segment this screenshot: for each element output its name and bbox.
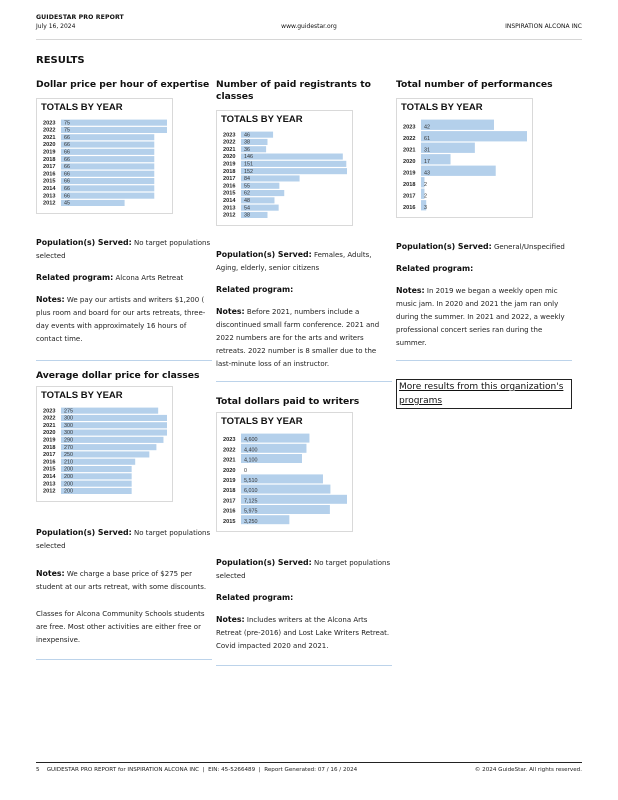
year-tick-label: 2017 bbox=[403, 193, 416, 200]
year-tick-label: 2020 bbox=[43, 142, 56, 149]
program-label: Related program: bbox=[396, 264, 474, 273]
metric-title: Total dollars paid to writers bbox=[216, 396, 360, 407]
year-tick-label: 2015 bbox=[43, 466, 56, 473]
year-tick-label: 2018 bbox=[43, 444, 56, 451]
bar-value-label: 61 bbox=[424, 136, 430, 142]
notes bbox=[216, 613, 392, 653]
notes-value: In 2019 we began a weekly open mic music jam. In 2020 and 2021 the jam ran only during the summer. In 2021 and 2022, a weekly professional concert series ran during the summer. bbox=[396, 287, 565, 347]
bar bbox=[61, 444, 156, 450]
footer-generated: Report Generated: 07 / 16 / 2024 bbox=[264, 767, 358, 773]
bar-value-label: 275 bbox=[64, 408, 73, 415]
bar bbox=[61, 437, 163, 443]
bar-value-label: 66 bbox=[64, 142, 70, 149]
year-tick-label: 2012 bbox=[223, 212, 236, 219]
year-tick-label: 2012 bbox=[43, 200, 56, 207]
bar bbox=[61, 120, 167, 126]
year-tick-label: 2022 bbox=[403, 136, 416, 142]
bar bbox=[61, 415, 167, 421]
population-label: Population(s) Served: bbox=[396, 242, 492, 251]
population-served bbox=[36, 526, 212, 553]
bar-value-label: 42 bbox=[424, 124, 430, 131]
bar-chart-svg bbox=[221, 131, 349, 221]
bar-chart-svg bbox=[41, 119, 169, 209]
population-served bbox=[36, 236, 212, 263]
year-tick-label: 2020 bbox=[403, 159, 416, 165]
year-tick-label: 2017 bbox=[223, 176, 236, 183]
bar bbox=[61, 149, 154, 155]
related-program bbox=[216, 283, 392, 297]
population-served bbox=[396, 240, 572, 254]
bar-value-label: 5,975 bbox=[244, 508, 258, 515]
program-label: Related program: bbox=[216, 592, 294, 602]
year-tick-label: 2016 bbox=[223, 508, 236, 515]
metric-block-price-per-hour bbox=[36, 79, 212, 361]
year-tick-label: 2013 bbox=[223, 205, 236, 212]
bar-value-label: 300 bbox=[64, 430, 73, 437]
year-tick-label: 2017 bbox=[43, 164, 56, 171]
chart-card bbox=[216, 110, 353, 226]
page-header bbox=[36, 14, 582, 30]
bar-value-label: 4,600 bbox=[244, 437, 258, 444]
website-link[interactable]: www.guidestar.org bbox=[281, 23, 337, 30]
year-tick-label: 2016 bbox=[43, 459, 56, 466]
metric-title: Number of paid registrants to classes bbox=[216, 79, 371, 102]
notes bbox=[36, 567, 212, 594]
more-results-link[interactable]: More results from this organization's programs bbox=[396, 379, 572, 409]
bar bbox=[241, 154, 343, 160]
bar-value-label: 66 bbox=[64, 149, 70, 156]
bar bbox=[241, 161, 346, 167]
bar-value-label: 46 bbox=[244, 132, 250, 139]
bar bbox=[421, 120, 494, 130]
bar-value-label: 200 bbox=[64, 466, 73, 473]
bar-value-label: 200 bbox=[64, 474, 73, 480]
footer-ein: EIN: 45-5266489 bbox=[208, 767, 256, 773]
bar-chart-svg bbox=[41, 407, 169, 497]
population-label: Population(s) Served: bbox=[36, 237, 132, 247]
bar bbox=[61, 156, 154, 162]
section-divider bbox=[36, 659, 212, 660]
metric-block-performances bbox=[396, 79, 572, 409]
bar-value-label: 55 bbox=[244, 183, 250, 190]
bar-value-label: 151 bbox=[244, 161, 253, 168]
bar-value-label: 66 bbox=[64, 193, 70, 200]
population-value: No target populations selected bbox=[36, 238, 211, 260]
section-divider bbox=[36, 360, 212, 361]
notes-value: We pay our artists and writers $1,200 ( plus room and board for our arts retreats, three-day events with approximately 16 hours of contact time. bbox=[36, 295, 206, 343]
bar-value-label: 75 bbox=[64, 127, 70, 134]
bar bbox=[61, 127, 167, 133]
bar bbox=[421, 131, 527, 141]
metric-block-writers-paid bbox=[216, 396, 392, 666]
extra-note: Classes for Alcona Community Schools students are free. Most other activities are either free or inexpensive. bbox=[36, 609, 205, 644]
chart-card bbox=[216, 412, 353, 532]
bar-value-label: 54 bbox=[244, 205, 250, 212]
chart-card bbox=[36, 386, 173, 502]
year-tick-label: 2023 bbox=[403, 124, 416, 131]
bar bbox=[61, 193, 154, 199]
bar-value-label: 2 bbox=[424, 182, 427, 188]
bar-value-label: 146 bbox=[244, 154, 253, 161]
year-tick-label: 2023 bbox=[223, 132, 236, 139]
bar-value-label: 84 bbox=[244, 176, 250, 183]
program-value: Alcona Arts Retreat bbox=[115, 273, 184, 282]
bar-value-label: 250 bbox=[64, 452, 73, 459]
bar-chart-svg bbox=[221, 433, 349, 527]
bar-value-label: 17 bbox=[424, 159, 430, 165]
chart-card bbox=[396, 98, 533, 218]
bar bbox=[61, 134, 154, 140]
year-tick-label: 2019 bbox=[43, 149, 56, 156]
year-tick-label: 2023 bbox=[43, 408, 56, 415]
metric-block-class-price bbox=[36, 370, 212, 660]
year-tick-label: 2022 bbox=[43, 127, 56, 134]
report-title: GUIDESTAR PRO REPORT bbox=[36, 14, 124, 21]
section-title: RESULTS bbox=[36, 55, 85, 66]
year-tick-label: 2018 bbox=[43, 156, 56, 163]
section-divider bbox=[216, 665, 392, 666]
year-tick-label: 2019 bbox=[403, 170, 416, 177]
bar-value-label: 66 bbox=[64, 178, 70, 185]
bar-value-label: 152 bbox=[244, 168, 253, 175]
bar bbox=[61, 163, 154, 169]
bar-value-label: 45 bbox=[64, 200, 70, 207]
year-tick-label: 2016 bbox=[403, 205, 416, 211]
page-footer: 5 GUIDESTAR PRO REPORT for INSPIRATION ALCONA INC | EIN: 45-5266489 | Report Generated: 07 / 16 / 2024 © 2024 GuideStar. All rights reserved. bbox=[36, 767, 582, 773]
chart-heading: TOTALS BY YEAR bbox=[41, 102, 123, 113]
year-tick-label: 2017 bbox=[223, 498, 236, 505]
bar-value-label: 200 bbox=[64, 488, 73, 495]
population-value: Females, Adults, Aging, elderly, senior citizens bbox=[216, 250, 372, 272]
bar bbox=[421, 166, 496, 176]
bar-value-label: 38 bbox=[244, 139, 250, 146]
notes-value: Includes writers at the Alcona Arts Retreat (pre-2016) and Lost Lake Writers Retreat. Covid impacted 2020 and 2021. bbox=[216, 615, 390, 650]
bar-value-label: 300 bbox=[64, 415, 73, 422]
year-tick-label: 2016 bbox=[43, 171, 56, 178]
metric-title: Dollar price per hour of expertise bbox=[36, 79, 210, 90]
year-tick-label: 2022 bbox=[223, 447, 236, 454]
bar bbox=[61, 171, 154, 177]
bar-value-label: 3 bbox=[424, 205, 427, 211]
year-tick-label: 2018 bbox=[223, 488, 236, 495]
bar-value-label: 48 bbox=[244, 198, 250, 204]
program-label: Related program: bbox=[216, 284, 294, 294]
bar bbox=[61, 142, 154, 148]
bar-value-label: 200 bbox=[64, 481, 73, 488]
notes bbox=[216, 305, 392, 371]
bar bbox=[61, 200, 125, 206]
year-tick-label: 2018 bbox=[223, 168, 236, 175]
bar-value-label: 0 bbox=[244, 467, 247, 474]
bar-value-label: 5,510 bbox=[244, 478, 258, 484]
population-served bbox=[216, 248, 392, 275]
bar-value-label: 300 bbox=[64, 422, 73, 429]
year-tick-label: 2023 bbox=[223, 437, 236, 444]
metric-title: Total number of performances bbox=[396, 79, 553, 90]
year-tick-label: 2021 bbox=[43, 134, 56, 141]
related-program bbox=[36, 271, 212, 285]
chart-heading: TOTALS BY YEAR bbox=[401, 102, 483, 113]
notes-label: Notes: bbox=[36, 568, 65, 578]
footer-divider bbox=[36, 762, 582, 763]
chart-card bbox=[36, 98, 173, 214]
bar bbox=[241, 168, 347, 174]
org-name: INSPIRATION ALCONA INC bbox=[505, 23, 582, 30]
notes bbox=[36, 293, 212, 346]
bar-value-label: 7,125 bbox=[244, 498, 258, 505]
bar-value-label: 4,100 bbox=[244, 457, 258, 464]
year-tick-label: 2022 bbox=[223, 139, 236, 146]
year-tick-label: 2021 bbox=[403, 147, 416, 154]
year-tick-label: 2014 bbox=[43, 186, 56, 192]
chart-heading: TOTALS BY YEAR bbox=[221, 114, 303, 125]
year-tick-label: 2022 bbox=[43, 415, 56, 422]
footer-report-line: GUIDESTAR PRO REPORT for INSPIRATION ALCONA INC bbox=[46, 767, 200, 773]
metric-title: Average dollar price for classes bbox=[36, 370, 200, 381]
population-value: No target populations selected bbox=[216, 558, 391, 580]
year-tick-label: 2013 bbox=[43, 481, 56, 488]
year-tick-label: 2020 bbox=[223, 467, 236, 474]
year-tick-label: 2015 bbox=[223, 518, 236, 525]
year-tick-label: 2021 bbox=[43, 422, 56, 429]
year-tick-label: 2021 bbox=[223, 457, 236, 464]
bar-value-label: 66 bbox=[64, 186, 70, 192]
notes-label: Notes: bbox=[396, 286, 425, 295]
bar-value-label: 66 bbox=[64, 134, 70, 141]
population-served bbox=[216, 556, 392, 583]
section-divider bbox=[396, 360, 572, 361]
population-value: No target populations selected bbox=[36, 528, 211, 550]
year-tick-label: 2018 bbox=[403, 182, 416, 188]
page-number: 5 bbox=[36, 767, 40, 773]
notes-label: Notes: bbox=[36, 294, 65, 304]
year-tick-label: 2014 bbox=[43, 474, 56, 480]
chart-heading: TOTALS BY YEAR bbox=[41, 390, 123, 401]
bar-value-label: 38 bbox=[244, 212, 250, 219]
bar-value-label: 3,250 bbox=[244, 518, 258, 525]
chart-heading: TOTALS BY YEAR bbox=[221, 416, 303, 427]
year-tick-label: 2017 bbox=[43, 452, 56, 459]
bar-value-label: 66 bbox=[64, 156, 70, 163]
bar-value-label: 66 bbox=[64, 164, 70, 171]
year-tick-label: 2020 bbox=[223, 154, 236, 161]
bar bbox=[61, 422, 167, 428]
metric-block-paid-registrants bbox=[216, 79, 392, 382]
population-label: Population(s) Served: bbox=[216, 557, 312, 567]
population-label: Population(s) Served: bbox=[36, 527, 132, 537]
bar-value-label: 43 bbox=[424, 170, 430, 177]
program-label: Related program: bbox=[36, 272, 114, 282]
section-divider bbox=[216, 381, 392, 382]
bar bbox=[61, 451, 149, 457]
year-tick-label: 2019 bbox=[43, 437, 56, 444]
header-divider bbox=[36, 39, 582, 40]
footer-copyright: © 2024 GuideStar. All rights reserved. bbox=[474, 767, 582, 773]
bar bbox=[61, 178, 154, 184]
bar-value-label: 62 bbox=[244, 190, 250, 197]
bar bbox=[61, 185, 154, 191]
bar-value-label: 4,400 bbox=[244, 447, 258, 454]
related-program bbox=[396, 262, 572, 276]
bar bbox=[61, 408, 158, 414]
notes bbox=[396, 284, 572, 350]
year-tick-label: 2012 bbox=[43, 488, 56, 495]
year-tick-label: 2013 bbox=[43, 193, 56, 200]
bar-value-label: 6,010 bbox=[244, 488, 258, 495]
year-tick-label: 2015 bbox=[223, 190, 236, 197]
bar-value-label: 290 bbox=[64, 437, 73, 444]
population-label: Population(s) Served: bbox=[216, 249, 312, 259]
bar-chart-svg bbox=[401, 119, 529, 213]
bar bbox=[61, 430, 167, 436]
related-program bbox=[216, 591, 392, 605]
report-date: July 16, 2024 bbox=[36, 23, 76, 30]
notes-value: We charge a base price of $275 per student at our arts retreat, with some discounts. bbox=[36, 569, 207, 591]
bar-value-label: 31 bbox=[424, 147, 430, 154]
bar-value-label: 66 bbox=[64, 171, 70, 178]
notes-label: Notes: bbox=[216, 306, 245, 316]
year-tick-label: 2015 bbox=[43, 178, 56, 185]
year-tick-label: 2021 bbox=[223, 146, 236, 153]
population-value: General/Unspecified bbox=[493, 243, 565, 251]
year-tick-label: 2019 bbox=[223, 478, 236, 484]
bar-value-label: 210 bbox=[64, 459, 73, 466]
bar-value-label: 75 bbox=[64, 120, 70, 127]
bar-value-label: 270 bbox=[64, 444, 73, 451]
year-tick-label: 2016 bbox=[223, 183, 236, 190]
bar-value-label: 2 bbox=[424, 193, 427, 200]
bar-value-label: 36 bbox=[244, 146, 250, 153]
notes-label: Notes: bbox=[216, 614, 245, 624]
year-tick-label: 2020 bbox=[43, 430, 56, 437]
year-tick-label: 2019 bbox=[223, 161, 236, 168]
notes-value: Before 2021, numbers include a discontinued small farm conference. 2021 and 2022 numbers are for the arts and writers retreats. 2022 number is 8 smaller due to the last-minute loss of an instructor. bbox=[216, 307, 380, 368]
year-tick-label: 2014 bbox=[223, 198, 236, 204]
year-tick-label: 2023 bbox=[43, 120, 56, 127]
